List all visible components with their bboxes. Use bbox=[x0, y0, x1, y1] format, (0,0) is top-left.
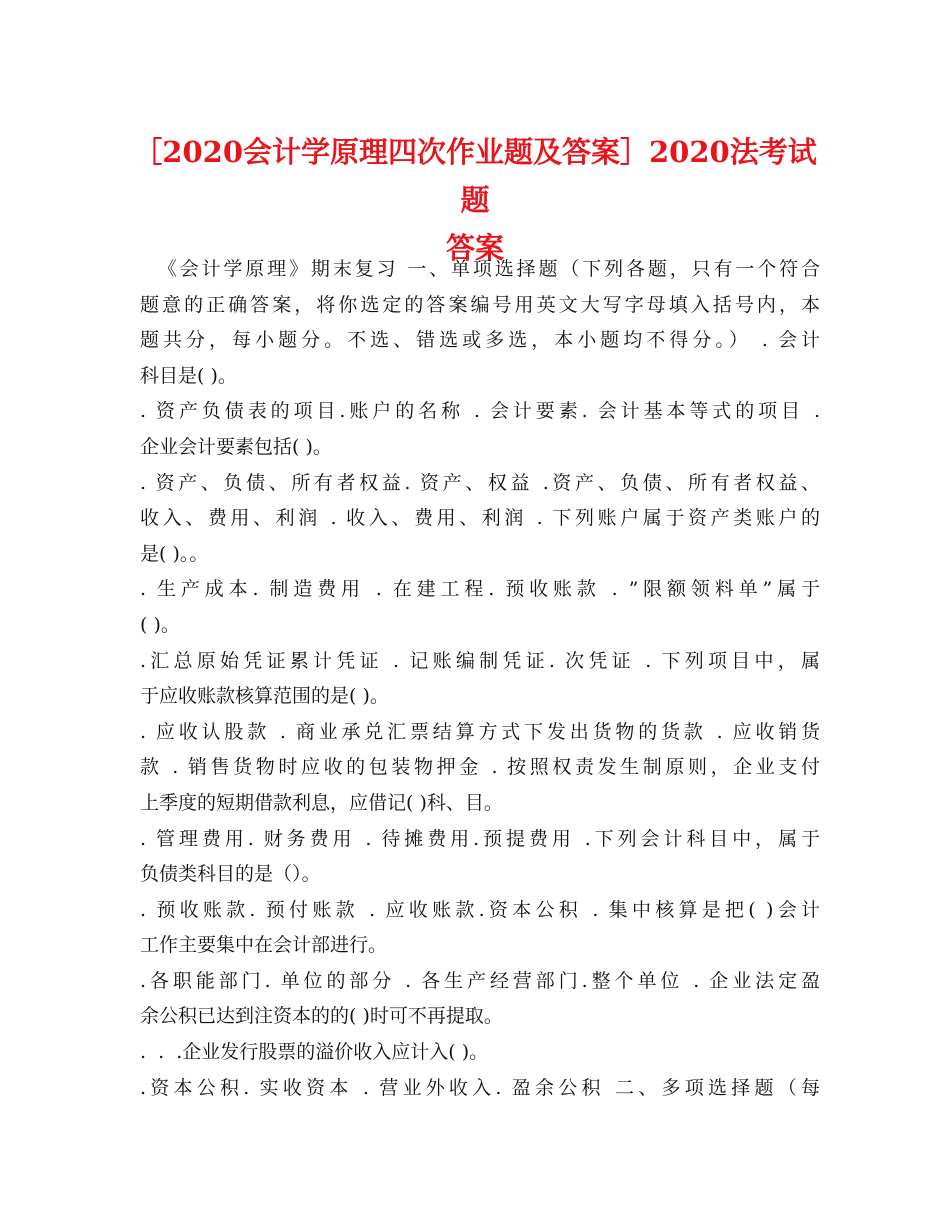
title-line-1: ［2020会计学原理四次作业题及答案］2020法考试题 bbox=[133, 135, 817, 217]
title-line-2: 答案 bbox=[445, 231, 504, 265]
document-title bbox=[120, 128, 830, 272]
body-text-line: ( )。 bbox=[140, 613, 180, 636]
body-text-line: . . .企业发行股票的溢价收入应计入( )。 bbox=[140, 1041, 489, 1064]
body-text-line: 工作主要集中在会计部进行。 bbox=[140, 934, 388, 957]
document-body bbox=[140, 252, 820, 1106]
body-text-line: .各职能部门. 单位的部分 . 各生产经营部门.整个单位 . 企业法定盈 bbox=[140, 969, 820, 992]
body-text-line: 题共分，每小题分。不选、错选或多选，本小题均不得分。） . 会计 bbox=[140, 329, 820, 352]
body-text-line: 上季度的短期借款利息，应借记( )科、目。 bbox=[140, 791, 503, 814]
body-text-line: 收入、费用、利润 . 收入、费用、利润 . 下列账户属于资产类账户的 bbox=[140, 507, 820, 530]
body-text-line: . 资产负债表的项目.账户的名称 . 会计要素. 会计基本等式的项目 . bbox=[140, 400, 820, 423]
body-text-line: . 预收账款. 预付账款 . 应收账款.资本公积 . 集中核算是把( )会计 bbox=[140, 898, 820, 921]
body-text-line: .资本公积. 实收资本 . 营业外收入. 盈余公积 二、多项选择题（每 bbox=[140, 1076, 820, 1099]
body-text-line: 于应收账款核算范围的是( )。 bbox=[140, 685, 389, 708]
body-text-line: . 资产、负债、所有者权益. 资产、权益 .资产、负债、所有者权益、 bbox=[140, 471, 820, 494]
body-text-line: 题意的正确答案，将你选定的答案编号用英文大写字母填入括号内，本 bbox=[140, 293, 820, 316]
body-text-line: .汇总原始凭证累计凭证 . 记账编制凭证. 次凭证 . 下列项目中，属 bbox=[140, 649, 820, 672]
body-text-line: 企业会计要素包括( )。 bbox=[140, 435, 332, 458]
body-text-line: . 应收认股款 . 商业承兑汇票结算方式下发出货物的货款 . 应收销货 bbox=[140, 720, 820, 743]
body-text-line: 款 . 销售货物时应收的包装物押金 . 按照权责发生制原则，企业支付 bbox=[140, 756, 820, 779]
body-text-line: . 生产成本. 制造费用 . 在建工程. 预收账款 . ”限额领料单”属于 bbox=[140, 578, 820, 601]
body-text-line: 《会计学原理》期末复习 一、单项选择题（下列各题，只有一个符合 bbox=[140, 258, 820, 280]
body-text-line: 科目是( )。 bbox=[140, 364, 237, 387]
body-text-line: 是( )。。 bbox=[140, 542, 209, 565]
body-text-line: . 管理费用. 财务费用 . 待摊费用.预提费用 .下列会计科目中，属于 bbox=[140, 827, 820, 850]
body-text-line: 余公积已达到注资本的的( )时可不再提取。 bbox=[140, 1005, 503, 1028]
body-text-line: 负债类科目的是（）。 bbox=[140, 863, 321, 886]
